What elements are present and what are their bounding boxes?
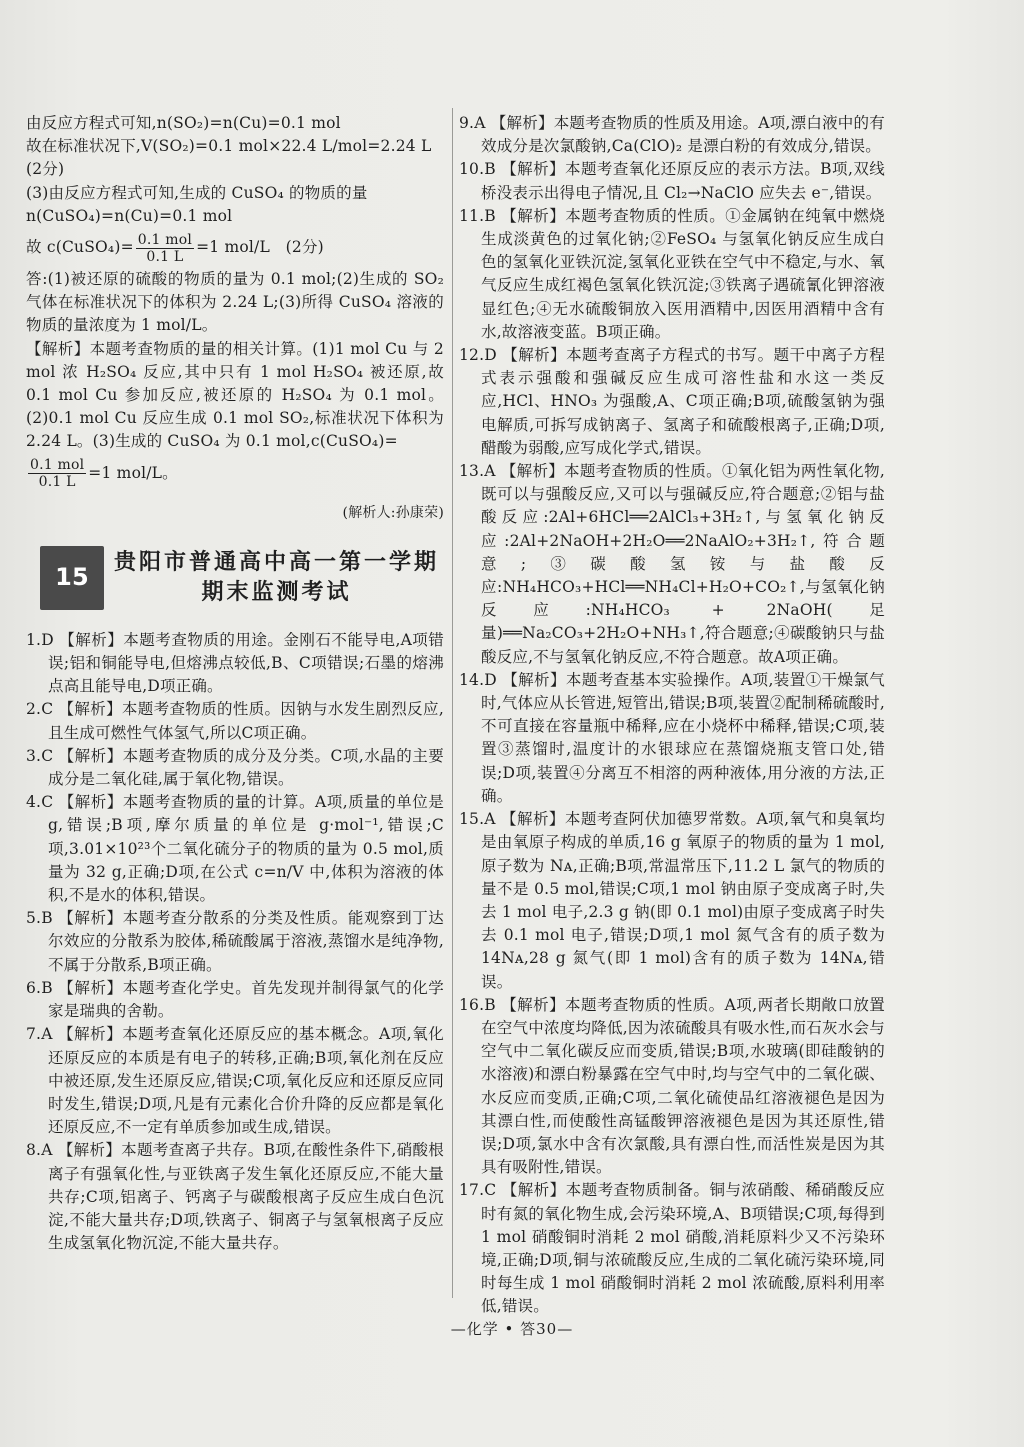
text-line: 故在标准状况下,V(SO₂)=0.1 mol×22.4 L/mol=2.24 L (26, 137, 432, 156)
text-line: (3)由反应方程式可知,生成的 CuSO₄ 的物质的量 (26, 183, 368, 202)
fraction-denominator: 0.1 L (38, 474, 76, 491)
fraction (136, 232, 194, 265)
answer-item: 9.A 【解析】本题考查物质的性质及用途。A项,漂白液中的有效成分是次氯酸钠,Ca(ClO)₂ 是漂白粉的有效成分,错误。 (459, 114, 885, 156)
concentration-suffix: =1 mol/L (2分) (196, 238, 324, 257)
answer-item: 8.A 【解析】本题考查离子共存。B项,在酸性条件下,硝酸根离子有强氧化性,与亚铁离子发生氧化还原反应,不能大量共存;C项,铝离子、钙离子与碳酸根离子反应生成白色沉淀,不能大量共存;D项,铁离子、铜离子与氢氧根离子反应生成氢氧化物沉淀,不能大量共存。 (26, 1141, 444, 1253)
answer-item: 6.B 【解析】本题考查化学史。首先发现并制得氯气的化学家是瑞典的舍勒。 (26, 978, 444, 1021)
answer-item: 4.C 【解析】本题考查物质的量的计算。A项,质量的单位是g,错误;B项,摩尔质量的单位是 g·mol⁻¹,错误;C项,3.01×10²³个二氧化硫分子的物质的量为 0.5 mol,质量为 32 g,正确;D项,在公式 c=n/V 中,体积为溶液的体积,不是水的体积,错误。 (26, 793, 444, 905)
analysis-end: =1 mol/L。 (88, 464, 178, 483)
answer-item: 13.A 【解析】本题考查物质的性质。①氧化铝为两性氧化物,既可以与强酸反应,又可以与强碱反应,符合题意;②铝与盐酸反应:2Al+6HCl══2AlCl₃+3H₂↑,与氢氧化钠反应:2Al+2NaOH+2H₂O══2NaAlO₂+3H₂↑,符合题意;③碳酸氢铵与盐酸反应:NH₄HCO₃+HCl══NH₄Cl+H₂O+CO₂↑,与氢氧化钠反应:NH₄HCO₃ + 2NaOH(足量)══Na₂CO₃+2H₂O+NH₃↑,符合题意;④碳酸钠只与盐酸反应,不与氢氧化钠反应,不符合题意。故A项正确。 (459, 462, 885, 666)
answer-item: 7.A 【解析】本题考查氧化还原反应的基本概念。A项,氧化还原反应的本质是有电子的转移,正确;B项,氧化剂在反应中被还原,发生还原反应,错误;C项,氧化反应和还原反应同时发生,错误;D项,凡是有元素化合价升降的反应都是氧化还原反应,不一定有单质参加或生成,错误。 (26, 1025, 444, 1137)
answer-item: 16.B 【解析】本题考查物质的性质。A项,两者长期敞口放置在空气中浓度均降低,因为浓硫酸具有吸水性,而石灰水会与空气中二氧化碳反应而变质,错误;B项,水玻璃(即硅酸钠的水溶液)和漂白粉暴露在空气中时,均与空气中的二氧化碳、水反应而变质,正确;C项,二氧化硫使品红溶液褪色是因为其漂白性,而使酸性高锰酸钾溶液褪色是因为其还原性,错误;D项,氯水中含有次氯酸,具有漂白性,而活性炭是因为其具有吸附性,错误。 (459, 995, 885, 1177)
fraction-numerator: 0.1 mol (30, 457, 85, 474)
answer-item: 5.B 【解析】本题考查分散系的分类及性质。能观察到丁达尔效应的分散系为胶体,稀硫酸属于溶液,蒸馏水是纯净物,不属于分散系,B项正确。 (26, 909, 444, 974)
section-header (40, 541, 444, 615)
left-column (26, 112, 444, 1255)
answer-item: 11.B 【解析】本题考查物质的性质。①金属钠在纯氧中燃烧生成淡黄色的过氧化钠;②FeSO₄ 与氢氧化钠反应生成白色的氢氧化亚铁沉淀,氢氧化亚铁在空气中不稳定,与水、氧气反应生成红褐色氢氧化铁沉淀;③铁离子遇硫氰化钾溶液显红色;④无水硫酸铜放入医用酒精中,因医用酒精中含有水,故溶液变蓝。B项正确。 (459, 206, 885, 341)
text-line: n(CuSO₄)=n(Cu)=0.1 mol (26, 206, 233, 225)
answer-item: 1.D 【解析】本题考查物质的用途。金刚石不能导电,A项错误;铝和铜能导电,但熔沸点较低,B、C项错误;石墨的熔沸点高且能导电,D项正确。 (26, 630, 444, 696)
answer-item: 2.C 【解析】本题考查物质的性质。因钠与水发生剧烈反应,且生成可燃性气体氢气,所以C项正确。 (26, 700, 444, 742)
analysis-text: 【解析】本题考查物质的量的相关计算。(1)1 mol Cu 与 2 mol 浓 H₂SO₄ 反应,其中只有 1 mol H₂SO₄ 被还原,故 0.1 mol Cu 参加反应,被还原的 H₂SO₄ 为 0.1 mol。(2)0.1 mol Cu 反应生成 0.1 mol SO₂,标准状况下体积为 2.24 L。(3)生成的 CuSO₄ 为 0.1 mol,c(CuSO₄)= (26, 339, 444, 451)
answer-item: 14.D 【解析】本题考查基本实验操作。A项,装置①干燥氯气时,气体应从长管进,短管出,错误;B项,装置②配制稀硫酸时,不可直接在容量瓶中稀释,应在小烧杯中稀释,错误;C项,装置③蒸馏时,温度计的水银球应在蒸馏烧瓶支管口处,错误;D项,装置④分离互不相溶的两种液体,用分液的方法,正确。 (459, 670, 885, 805)
concentration-line (26, 228, 444, 268)
fraction-numerator: 0.1 mol (137, 231, 193, 248)
text-line: 由反应方程式可知,n(SO₂)=n(Cu)=0.1 mol (26, 114, 341, 132)
fraction-denominator: 0.1 L (146, 248, 184, 265)
answer-paragraph: 答:(1)被还原的硫酸的物质的量为 0.1 mol;(2)生成的 SO₂ 气体在标准状况下的体积为 2.24 L;(3)所得 CuSO₄ 溶液的物质的量浓度为 1 mol/L。 (26, 270, 444, 335)
fraction (28, 457, 86, 490)
concentration-prefix: 故 c(CuSO₄)= (26, 238, 134, 257)
answer-item: 17.C 【解析】本题考查物质制备。铜与浓硝酸、稀硝酸反应时有氮的氧化物生成,会污染环境,A、B项错误;C项,每得到 1 mol 硝酸铜时消耗 2 mol 硝酸,消耗原料少又不污染环境,正确;D项,铜与浓硫酸反应,生成的二氧化硫污染环境,同时每生成 1 mol 硝酸铜时消耗 2 mol 浓硫酸,原料利用率低,错误。 (459, 1181, 885, 1316)
right-column (459, 112, 885, 1319)
answer-item: 15.A 【解析】本题考查阿伏加德罗常数。A项,氧气和臭氧均是由氧原子构成的单质,16 g 氧原子的物质的量为 1 mol,原子数为 Nᴀ,正确;B项,常温常压下,11.2 L 氯气的物质的量不是 0.5 mol,错误;C项,1 mol 钠由原子变成离子时,失去 1 mol 电子,2.3 g 钠(即 0.1 mol)由原子变成离子时失去 0.1 mol 电子,错误;D项,1 mol 氮气含有的质子数为 14Nᴀ,28 g 氮气(即 1 mol)含有的质子数为 14Nᴀ,错误。 (459, 810, 885, 991)
analysis-result-line (26, 454, 444, 494)
section-title-line: 期末监测考试 (201, 579, 352, 605)
section-title-line: 贵阳市普通高中高一第一学期 (114, 549, 440, 575)
answer-item: 3.C 【解析】本题考查物质的成分及分类。C项,水晶的主要成分是二氧化硅,属于氧化物,错误。 (26, 746, 444, 789)
page-footer: —化学 • 答30— (450, 1320, 574, 1338)
answer-item: 10.B 【解析】本题考查氧化还原反应的表示方法。B项,双线桥没表示出得电子情况,且 Cl₂→NaClO 应失去 e⁻,错误。 (459, 160, 885, 202)
section-number-badge: 15 (40, 546, 104, 610)
section-title (114, 548, 439, 608)
column-divider (452, 108, 453, 1298)
analysis-paragraph (26, 338, 444, 454)
answer-item: 12.D 【解析】本题考查离子方程式的书写。题干中离子方程式表示强酸和强碱反应生成可溶性盐和水这一类反应,HCl、HNO₃ 为强酸,A、C项正确;B项,硫酸氢钠为强电解质,可拆写成钠离子、氢离子和硫酸根离子,正确;D项,醋酸为弱酸,应写成化学式,错误。 (459, 346, 885, 457)
signature: (解析人:孙康荣) (342, 504, 444, 521)
text-line: (2分) (26, 160, 65, 179)
